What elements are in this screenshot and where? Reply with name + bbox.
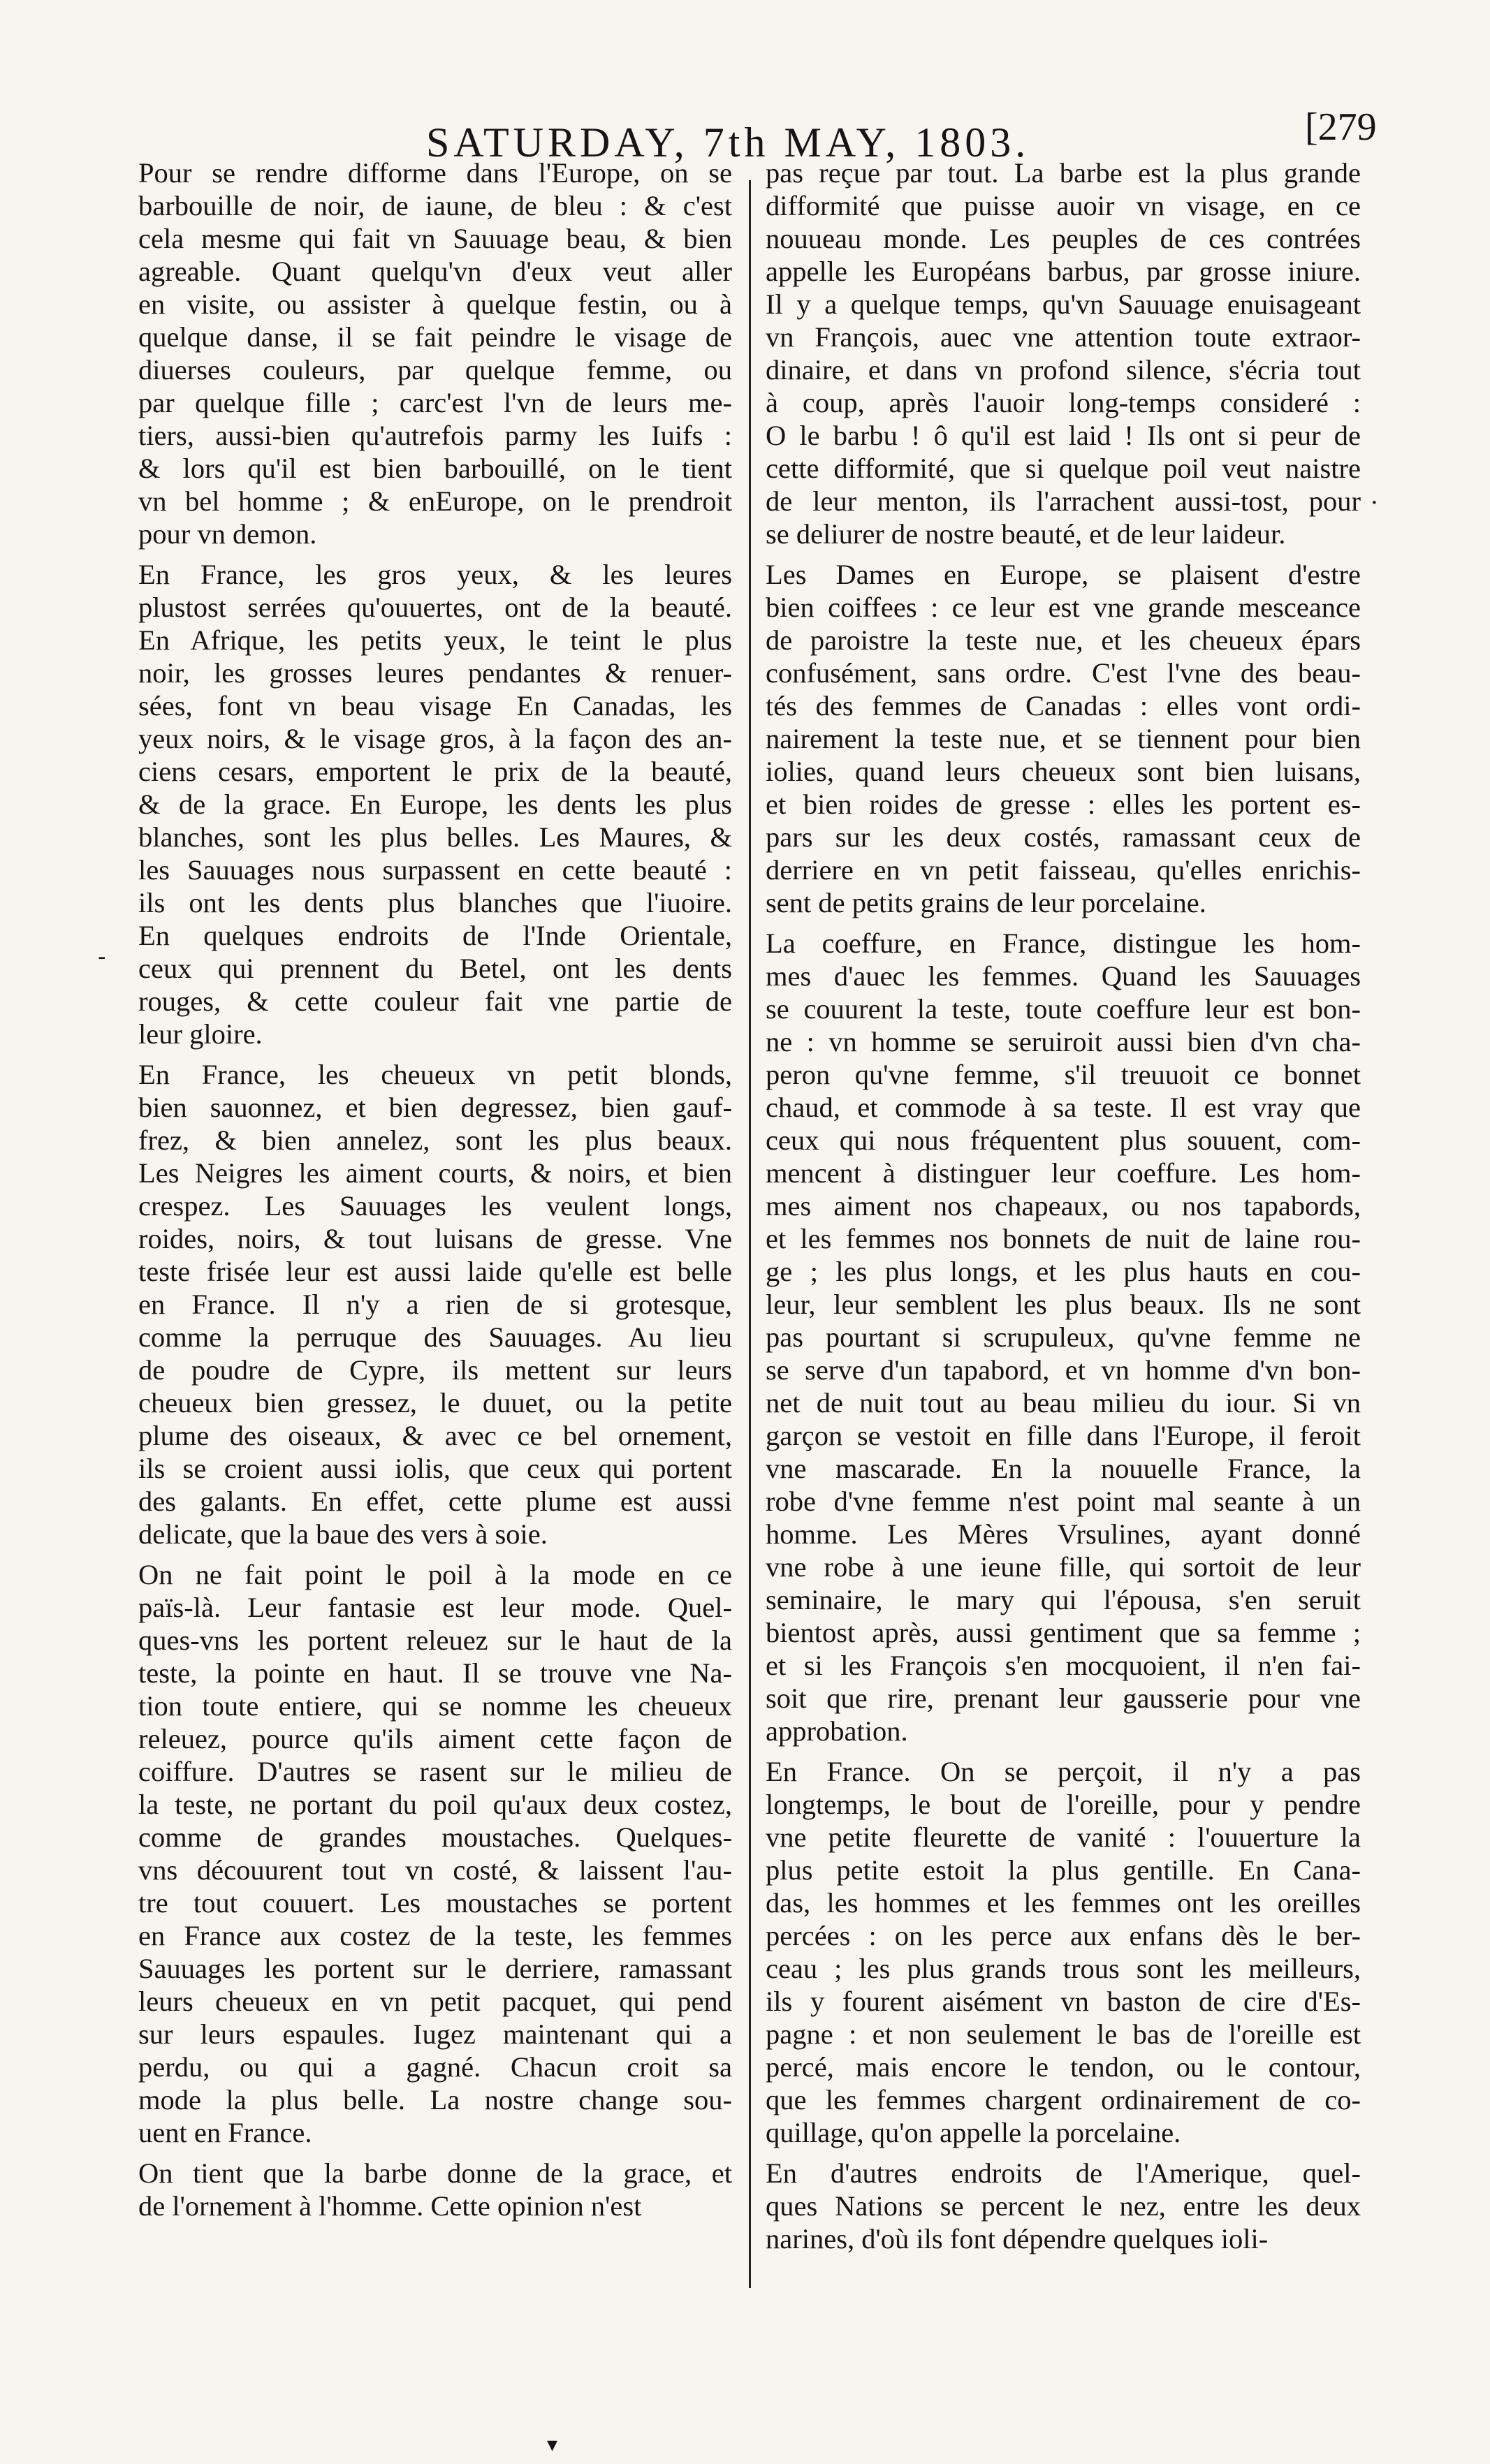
margin-dash-mark: - [98,943,106,971]
text-line: tés des femmes de Canadas : elles vont ordi- [766,690,1361,721]
footer-ink-mark: ▾ [547,2433,558,2457]
text-line: approbation. [766,1715,908,1747]
text-line: vns découurent tout vn costé, & laissent l'au- [138,1854,732,1886]
paragraph [138,558,732,1050]
paragraph [138,1558,732,2149]
text-line: crespez. Les Sauuages les veulent longs, [138,1190,732,1222]
text-line: En quelques endroits de l'Inde Orientale, [138,920,732,951]
text-line: de leur menton, ils l'arrachent aussi-tost, pour [766,485,1361,517]
text-line: en France aux costez de la teste, les femmes [138,1920,732,1951]
text-line: On tient que la barbe donne de la grace, et [138,2157,732,2189]
text-line: ques Nations se percent le nez, entre les deux [766,2190,1361,2222]
text-line: cela mesme qui fait vn Sauuage beau, & bien [138,223,732,254]
text-line: et les femmes nos bonnets de nuit de laine rou- [766,1223,1361,1254]
text-line: ils y fourent aisément vn baston de cire d'Es- [766,1986,1361,2017]
text-line: de l'ornement à l'homme. Cette opinion n'est [138,2190,642,2222]
text-line: En Afrique, les petits yeux, le teint le plus [138,624,732,656]
text-line: En d'autres endroits de l'Amerique, quel- [766,2157,1361,2189]
text-line: pour vn demon. [138,518,317,550]
text-line: quelque danse, il se fait peindre le visage de [138,321,732,353]
text-line: Sauuages les portent sur le derriere, ramassant [138,1953,732,1984]
text-line: barbouille de noir, de iaune, de bleu : & c'est [138,190,732,221]
text-line: derriere en vn petit faisseau, qu'elles enrichis- [766,854,1361,886]
text-line: païs-là. Leur fantasie est leur mode. Quel- [138,1592,732,1623]
text-line: sur leurs espaules. Iugez maintenant qui a [138,2018,732,2050]
text-line: iolies, quand leurs cheueux sont bien luisans, [766,756,1361,787]
paragraph [766,1755,1361,2149]
text-line: diuerses couleurs, par quelque femme, ou [138,354,732,386]
paragraph [766,2157,1361,2255]
text-line: soit que rire, prenant leur gausserie pour vne [766,1682,1361,1714]
text-line: pagne : et non seulement le bas de l'oreille est [766,2018,1361,2050]
text-line: En France. On se perçoit, il n'y a pas [766,1756,1361,1787]
text-line: frez, & bien annelez, sont les plus beaux. [138,1124,732,1156]
text-line: mode la plus belle. La nostre change sou- [138,2084,732,2115]
text-line: ge ; les plus longs, et les plus hauts en cou- [766,1256,1361,1287]
text-line: net de nuit tout au beau milieu du iour. Si vn [766,1387,1361,1418]
text-line: en France. Il n'y a rien de si grotesque, [138,1289,732,1320]
text-line: Il y a quelque temps, qu'vn Sauuage enuisageant [766,288,1361,320]
text-line: O le barbu ! ô qu'il est laid ! Ils ont si peur de [766,420,1361,451]
text-line: plume des oiseaux, & avec ce bel ornement, [138,1420,732,1451]
running-title: SATURDAY, 7th MAY, 1803. [426,119,1030,166]
text-line: agreable. Quant quelqu'vn d'eux veut aller [138,256,732,287]
text-line: teste, la pointe en haut. Il se trouve vne Na- [138,1657,732,1689]
paragraph [766,927,1361,1747]
text-line: cette difformité, que si quelque poil veut naistre [766,453,1361,484]
paragraph [138,2157,732,2222]
text-line: tre tout couuert. Les moustaches se portent [138,1887,732,1919]
text-line: vne robe à une ieune fille, qui sortoit de leur [766,1551,1361,1583]
text-line: vn François, auec vne attention toute extraor- [766,321,1361,353]
text-line: percé, mais encore le tendon, ou le contour, [766,2051,1361,2083]
text-line: En France, les cheueux vn petit blonds, [138,1059,732,1090]
text-line: appelle les Européans barbus, par grosse iniure. [766,256,1361,287]
text-line: vn bel homme ; & enEurope, on le prendroit [138,485,732,517]
text-line: mes aiment nos chapeaux, ou nos tapabords, [766,1190,1361,1222]
text-line: bien sauonnez, et bien degressez, bien gauf- [138,1092,732,1123]
text-line: narines, d'où ils font dépendre quelques ioli- [766,2223,1269,2254]
text-line: seminaire, le mary qui l'épousa, s'en seruit [766,1584,1361,1615]
text-line: chaud, et commode à sa teste. Il est vray que [766,1092,1361,1123]
text-line: cheueux bien gressez, le duuet, ou la petite [138,1387,732,1418]
text-line: et bien roides de gresse : elles les portent es- [766,789,1361,820]
paragraph [138,1058,732,1550]
text-line: mencent à distinguer leur coeffure. Les hom- [766,1157,1361,1189]
text-line: percées : on les perce aux enfans dès le ber- [766,1920,1361,1951]
text-line: les Sauuages nous surpassent en cette beauté : [138,854,732,886]
paragraph [766,156,1361,550]
text-line: se deliurer de nostre beauté, et de leur laideur. [766,518,1286,550]
text-line: ils ont les dents plus blanches que l'iuoire. [138,887,732,918]
text-line: ceau ; les plus grands trous sont les meilleurs, [766,1953,1361,1984]
text-line: vne petite fleurette de vanité : l'ouuerture la [766,1821,1361,1853]
text-line: homme. Les Mères Vrsulines, ayant donné [766,1518,1361,1550]
text-line: ques-vns les portent releuez sur le haut de la [138,1625,732,1656]
text-line: mes d'auec les femmes. Quand les Sauuages [766,960,1361,992]
text-line: Les Dames en Europe, se plaisent d'estre [766,559,1361,590]
text-line: plus petite estoit la plus gentille. En Cana- [766,1854,1361,1886]
text-line: pas pourtant si scrupuleux, qu'vne femme ne [766,1321,1361,1353]
text-line: tion toute entiere, qui se nomme les cheueux [138,1690,732,1722]
text-line: ne : vn homme se seruiroit aussi bien d'vn cha- [766,1026,1361,1057]
text-line: de paroistre la teste nue, et les cheueux épars [766,624,1361,656]
text-line: Les Neigres les aiment courts, & noirs, et bien [138,1157,732,1189]
text-line: uent en France. [138,2117,312,2148]
text-line: bientost après, aussi gentiment que sa femme ; [766,1617,1361,1648]
text-line: En France, les gros yeux, & les leures [138,559,732,590]
text-line: peron qu'vne femme, s'il treuuoit ce bonnet [766,1059,1361,1090]
text-line: plustost serrées qu'ouuertes, ont de la beauté. [138,592,732,623]
text-line: La coeffure, en France, distingue les hom- [766,927,1361,959]
margin-dot-mark: · [1371,489,1378,517]
text-line: que les femmes chargent ordinairement de co- [766,2084,1361,2115]
text-line: noir, les grosses leures pendantes & renuer- [138,657,732,689]
text-line: coiffure. D'autres se rasent sur le milieu de [138,1756,732,1787]
text-line: perdu, ou qui a gagné. Chacun croit sa [138,2051,732,2083]
text-line: leur gloire. [138,1018,263,1050]
text-line: das, les hommes et les femmes ont les oreilles [766,1887,1361,1919]
text-line: releuez, pource qu'ils aiment cette façon de [138,1723,732,1754]
text-line: nairement la teste nue, et se tiennent pour bien [766,723,1361,754]
text-line: rouges, & cette couleur fait vne partie de [138,985,732,1017]
text-line: en visite, ou assister à quelque festin, ou à [138,288,732,320]
text-line: dinaire, et dans vn profond silence, s'écria tout [766,354,1361,386]
text-line: On ne fait point le poil à la mode en ce [138,1559,732,1590]
text-line: comme la perruque des Sauuages. Au lieu [138,1321,732,1353]
text-line: teste frisée leur est aussi laide qu'elle est belle [138,1256,732,1287]
text-line: bien coiffees : ce leur est vne grande mesceance [766,592,1361,623]
column-divider [749,180,751,2288]
text-line: à coup, après l'auoir long-temps consideré : [766,387,1361,418]
text-line: blanches, sont les plus belles. Les Maures, & [138,821,732,853]
text-line: yeux noirs, & le visage gros, à la façon des an- [138,723,732,754]
text-line: se serve d'un tapabord, et vn homme d'vn bon- [766,1354,1361,1386]
paragraph [766,558,1361,919]
text-line: delicate, que la baue des vers à soie. [138,1518,548,1550]
text-line: difformité que puisse auoir vn visage, en ce [766,190,1361,221]
text-line: ceux qui prennent du Betel, ont les dents [138,953,732,984]
text-line: de poudre de Cypre, ils mettent sur leurs [138,1354,732,1386]
text-line: la teste, ne portant du poil qu'aux deux costez, [138,1789,732,1820]
text-line: et si les François s'en mocquoient, il n'en fai- [766,1650,1361,1681]
text-line: & lors qu'il est bien barbouillé, on le tient [138,453,732,484]
text-line: & de la grace. En Europe, les dents les plus [138,789,732,820]
text-line: ceux qui nous fréquentent plus souuent, com- [766,1124,1361,1156]
text-line: tiers, aussi-bien qu'autrefois parmy les Iuifs : [138,420,732,451]
text-line: pas reçue par tout. La barbe est la plus grande [766,157,1361,189]
paragraph [138,156,732,550]
text-line: comme de grandes moustaches. Quelques- [138,1821,732,1853]
text-line: robe d'vne femme n'est point mal seante à un [766,1486,1361,1517]
text-line: Pour se rendre difforme dans l'Europe, on se [138,157,732,189]
text-line: roides, noirs, & tout luisans de gresse. Vne [138,1223,732,1254]
left-column [138,156,732,2222]
text-line: des galants. En effet, cette plume est aussi [138,1486,732,1517]
text-line: leur, leur semblent les plus beaux. Ils ne sont [766,1289,1361,1320]
text-line: se couurent la teste, toute coeffure leur est bon- [766,993,1361,1025]
text-line: nouueau monde. Les peuples de ces contrées [766,223,1361,254]
text-line: pars sur les deux costés, ramassant ceux de [766,821,1361,853]
text-line: confusément, sans ordre. C'est l'vne des beau- [766,657,1361,689]
right-column [766,156,1361,2255]
text-line: garçon se vestoit en fille dans l'Europe, il feroit [766,1420,1361,1451]
text-line: ils se croient aussi iolis, que ceux qui portent [138,1453,732,1484]
text-line: sent de petits grains de leur porcelaine. [766,887,1206,918]
text-line: longtemps, le bout de l'oreille, pour y pendre [766,1789,1361,1820]
text-line: ciens cesars, emportent le prix de la beauté, [138,756,732,787]
text-line: vne mascarade. En la nouuelle France, la [766,1453,1361,1484]
page-header [0,0,1490,182]
text-line: par quelque fille ; carc'est l'vn de leurs me- [138,387,732,418]
text-line: quillage, qu'on appelle la porcelaine. [766,2117,1181,2148]
text-line: leurs cheueux en vn petit pacquet, qui pend [138,1986,732,2017]
page-number: [279 [1305,105,1377,149]
text-line: sées, font vn beau visage En Canadas, les [138,690,732,721]
